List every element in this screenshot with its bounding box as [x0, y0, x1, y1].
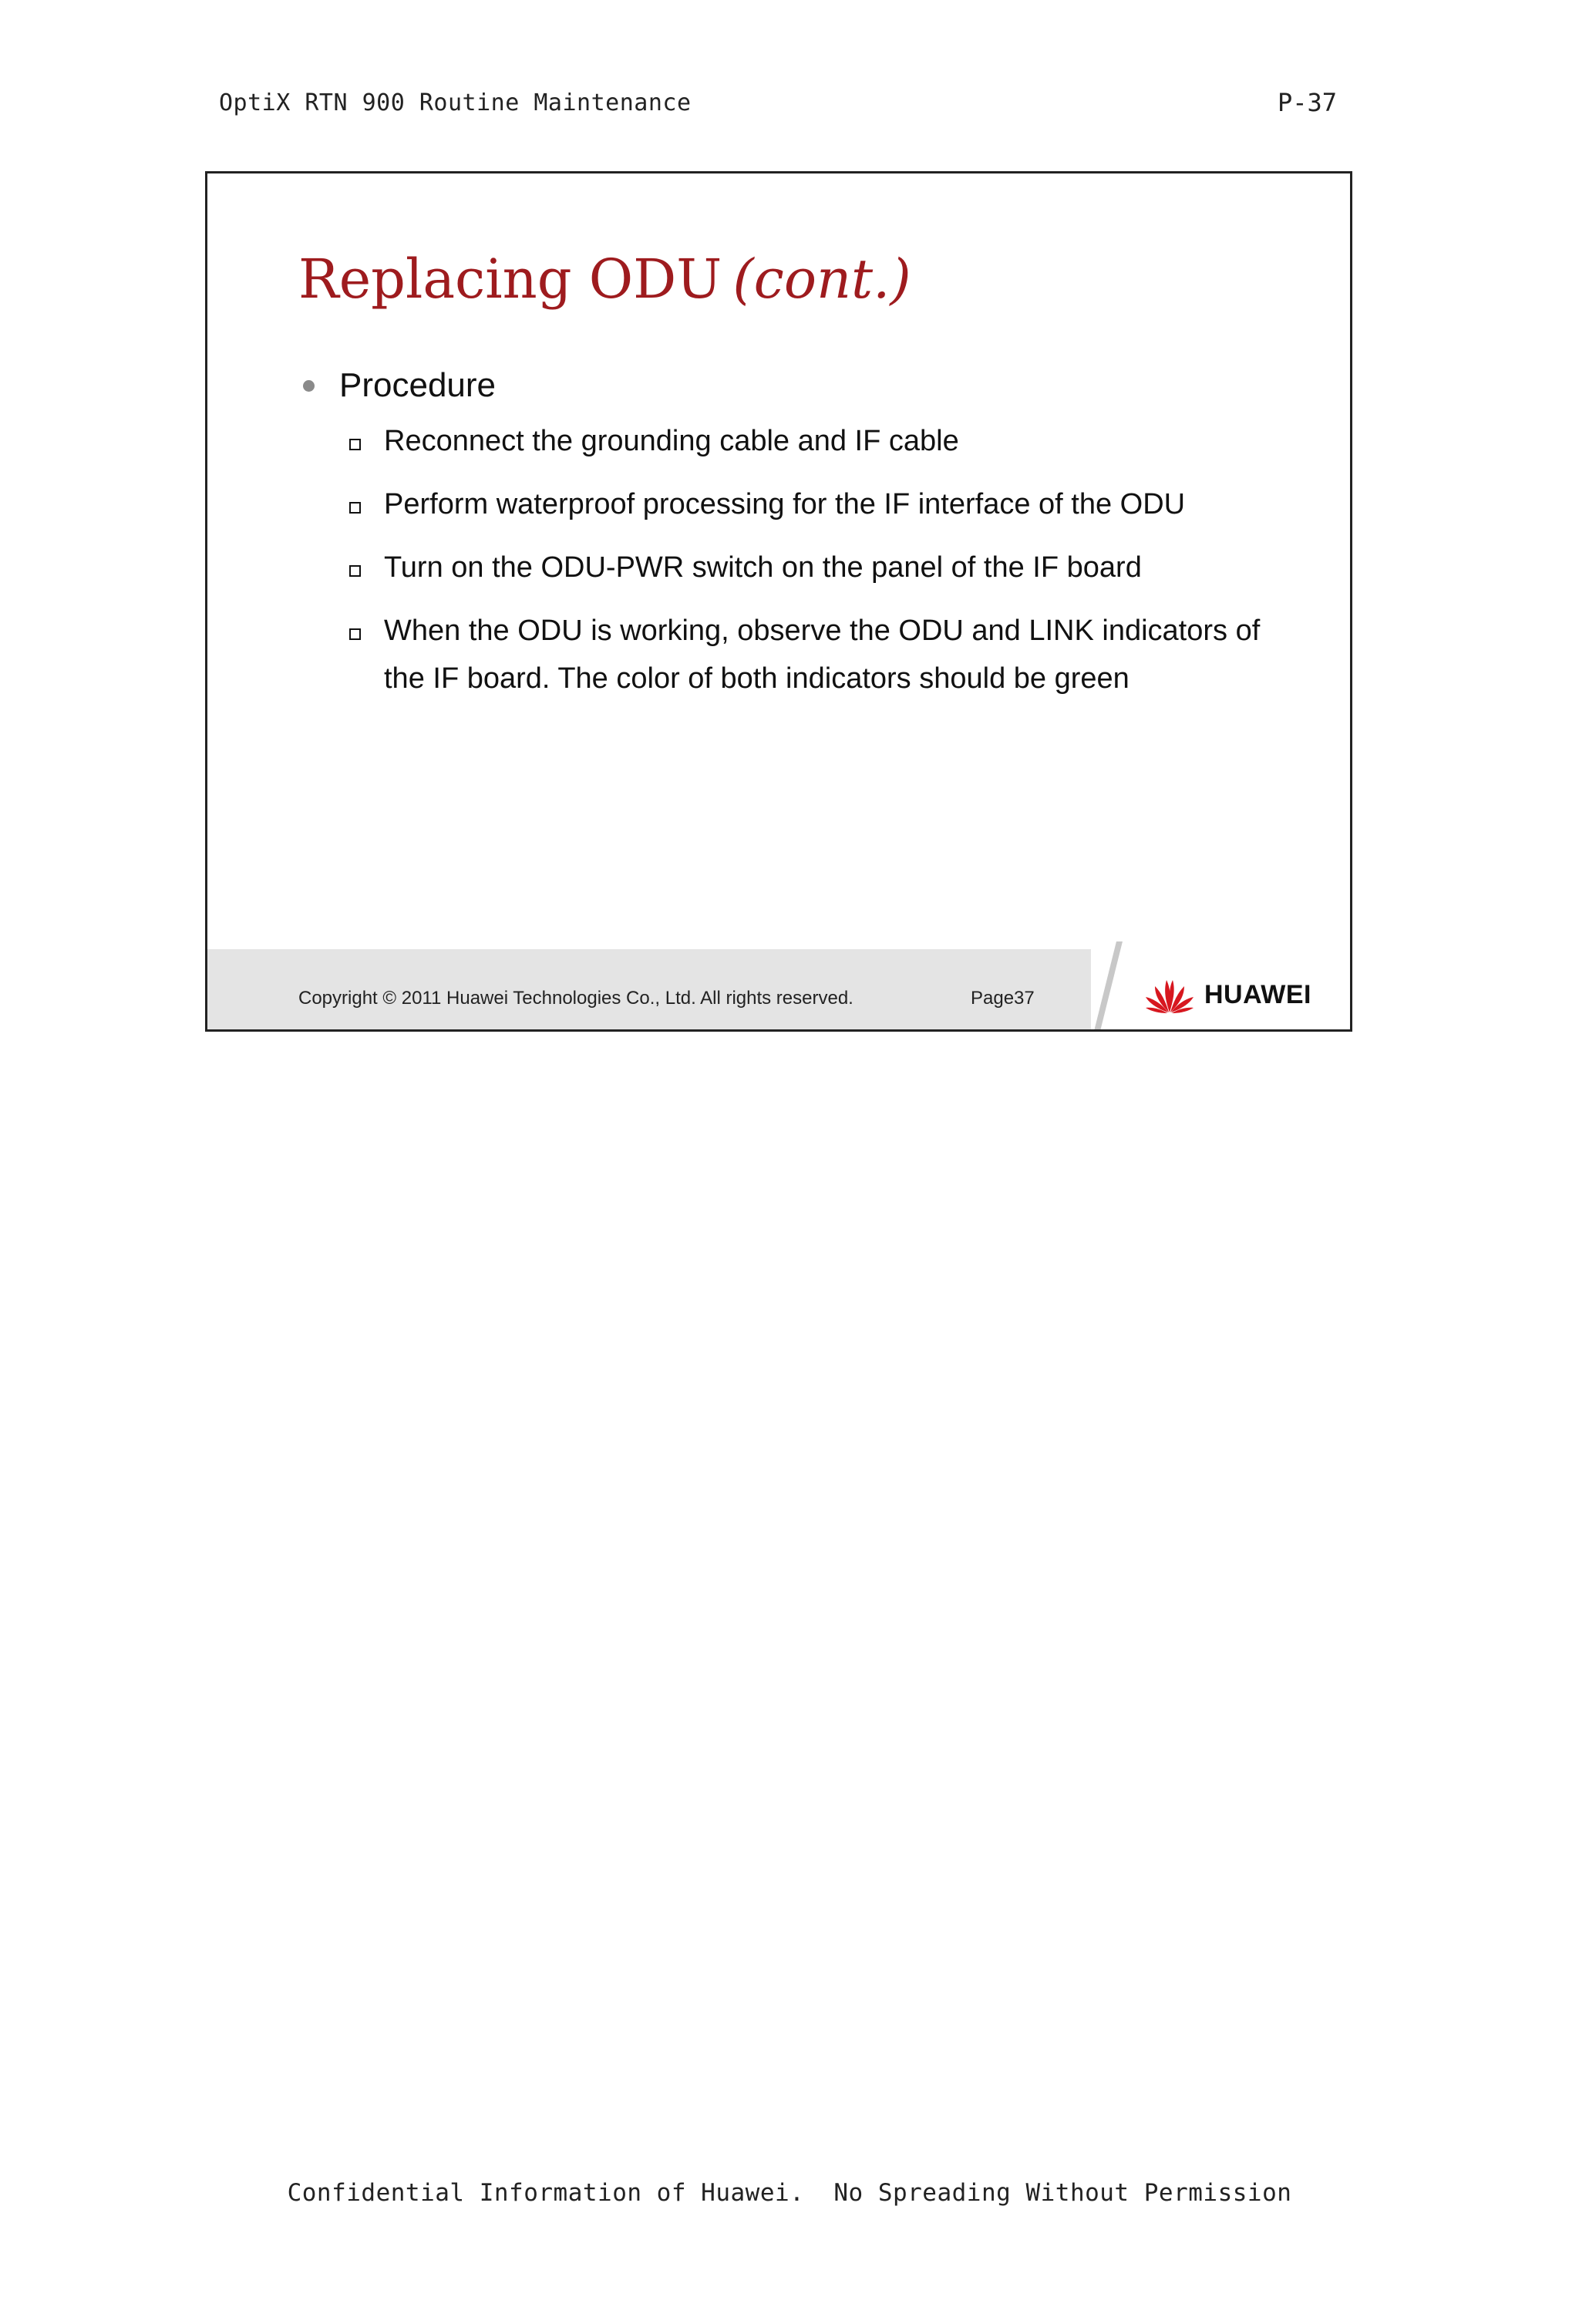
- slide-title: [298, 248, 911, 311]
- step-text: When the ODU is working, observe the ODU and LINK indicators of the IF board. The color of both indicators should be green: [384, 615, 1261, 695]
- huawei-logo-text: HUAWEI: [1204, 979, 1311, 1009]
- square-bullet-icon: [349, 565, 361, 577]
- slide: [205, 171, 1352, 1032]
- step-text: Perform waterproof processing for the IF interface of the ODU: [384, 488, 1186, 520]
- list-item: [349, 613, 1274, 702]
- copyright-text: Copyright © 2011 Huawei Technologies Co., Ltd. All rights reserved.: [298, 988, 853, 1009]
- bullet-procedure: [303, 366, 496, 405]
- step-text: Reconnect the grounding cable and IF cable: [384, 425, 959, 457]
- step-text: Turn on the ODU-PWR switch on the panel of the IF board: [384, 551, 1142, 584]
- huawei-flower-icon: [1143, 975, 1197, 1014]
- confidential-part-2: No Spreading Without Permission: [833, 2179, 1292, 2207]
- list-item: [349, 487, 1274, 528]
- confidential-part-1: Confidential Information of Huawei.: [287, 2179, 805, 2207]
- slide-page-number: Page37: [971, 988, 1035, 1009]
- bullet-procedure-label: Procedure: [339, 366, 497, 404]
- bullet-dot-icon: [303, 380, 315, 392]
- square-bullet-icon: [349, 439, 361, 450]
- document-title: OptiX RTN 900 Routine Maintenance: [219, 89, 692, 116]
- procedure-steps: [349, 423, 1274, 724]
- square-bullet-icon: [349, 628, 361, 640]
- list-item: [349, 423, 1274, 465]
- square-bullet-icon: [349, 502, 361, 514]
- confidential-notice: [0, 2179, 1579, 2207]
- page-number: P-37: [1277, 88, 1337, 117]
- slide-title-cont: (cont.): [732, 248, 911, 311]
- huawei-logo: [1143, 975, 1311, 1014]
- list-item: [349, 550, 1274, 591]
- slide-title-main: Replacing ODU: [298, 248, 722, 311]
